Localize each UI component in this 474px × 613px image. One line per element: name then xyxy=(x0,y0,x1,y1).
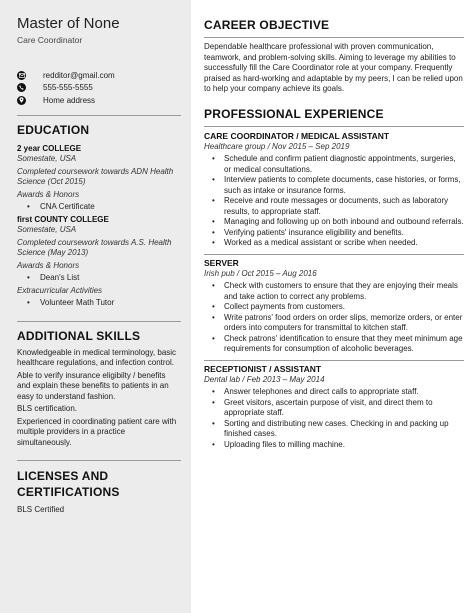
job-bullets xyxy=(204,154,464,249)
candidate-title: Care Coordinator xyxy=(17,35,83,45)
list-item: • Check patrons' identification to ensure that they meet minimum age requirements for consumption of alcoholic beverages. xyxy=(212,333,463,353)
school-name: 2 year COLLEGE xyxy=(17,143,82,153)
school-name: first COUNTY COLLEGE xyxy=(17,214,109,224)
section-divider xyxy=(17,460,181,461)
list-item: • Interview patients to complete documents, case histories, or forms, such as intake or insurance forms. xyxy=(212,175,461,195)
job-entry xyxy=(204,364,464,451)
contact-list xyxy=(17,69,181,107)
list-item: • Worked as a medical assistant or scribe when needed. xyxy=(212,238,418,247)
main-content xyxy=(191,0,474,613)
school-detail: Completed coursework towards A.S. Health Science (May 2013) xyxy=(17,237,172,257)
education-entry xyxy=(17,215,181,309)
skills-heading: ADDITIONAL SKILLS xyxy=(17,328,141,343)
envelope-icon xyxy=(17,71,26,80)
list-item: • Verifying patients' insurance eligibility and benefits. xyxy=(212,227,404,237)
list-item: • Sorting and distributing new cases. Checking in and packing up finished cases. xyxy=(212,418,449,438)
candidate-name: Master of None xyxy=(17,15,120,32)
skill-item: BLS certification. xyxy=(17,404,78,413)
job-meta: Healthcare group / Nov 2015 – Sep 2019 xyxy=(204,141,350,151)
award-item: • Dean's List xyxy=(27,273,80,282)
awards-label: Awards & Honors xyxy=(17,189,80,199)
job-title: RECEPTIONIST / ASSISTANT xyxy=(204,363,322,374)
skill-item: Able to verify insurance eligibilty / benefits and explain these benefits to patients in an easy to understand fashion. xyxy=(17,370,169,401)
job-bullets xyxy=(204,387,464,450)
school-detail: Completed coursework towards ADN Health Science (Oct 2015) xyxy=(17,166,174,186)
phone-text: 555-555-5555 xyxy=(43,83,93,93)
section-divider xyxy=(17,321,181,322)
contact-email xyxy=(17,69,181,82)
skill-item: Knowledgeable in medical terminology, basic healthcare regulations, and infection control. xyxy=(17,347,177,367)
job-divider xyxy=(204,360,464,361)
experience-heading: PROFESSIONAL EXPERIENCE xyxy=(204,106,384,121)
address-text: Home address xyxy=(43,95,96,105)
job-bullets xyxy=(204,281,464,355)
extracurricular-item: • Volunteer Math Tutor xyxy=(27,298,115,307)
list-item: • Check with customers to ensure that they are enjoying their meals and take action to correct any problems. xyxy=(212,281,458,301)
skill-item: Experienced in coordinating patient care with multiple providers in a practice simultaneously. xyxy=(17,416,177,447)
list-item: • Answer telephones and direct calls to appropriate staff. xyxy=(212,387,419,396)
section-divider xyxy=(17,115,181,116)
education-entry xyxy=(17,144,181,213)
school-location: Somestate, USA xyxy=(17,225,77,234)
job-entry xyxy=(204,258,464,355)
licenses-heading-line2: CERTIFICATIONS xyxy=(17,485,120,499)
email-text: redditor@gmail.com xyxy=(43,70,115,80)
job-meta: Irish pub / Oct 2015 – Aug 2016 xyxy=(204,268,317,278)
job-title: SERVER xyxy=(204,257,239,268)
section-divider xyxy=(204,126,464,127)
school-location: Somestate, USA xyxy=(17,154,77,163)
objective-heading: CAREER OBJECTIVE xyxy=(204,18,330,32)
education-heading: EDUCATION xyxy=(17,122,90,137)
contact-phone xyxy=(17,82,181,95)
job-entry xyxy=(204,131,464,249)
job-meta: Dental lab / Feb 2013 – May 2014 xyxy=(204,374,325,384)
job-divider xyxy=(204,254,464,255)
award-item: • CNA Certificate xyxy=(27,202,95,211)
awards-label: Awards & Honors xyxy=(17,260,80,270)
license-item: BLS Certified xyxy=(17,505,65,514)
section-divider xyxy=(204,37,464,38)
list-item: • Schedule and confirm patient diagnostic appointments, surgeries, or medical consultations. xyxy=(212,154,456,174)
objective-text: Dependable healthcare professional with proven communication, teamwork, and problem-solving skills. Aiming to leverage my abilities to successfully fill the Care Coordinator role at your company. Frequently praised as hard-working and adaptable by my peers, I can be relied upon to help your company achieve its goals. xyxy=(204,42,463,93)
list-item: • Collect payments from customers. xyxy=(212,302,345,311)
list-item: • Greet visitors, ascertain purpose of visit, and direct them to appropriate staff. xyxy=(212,397,433,417)
location-pin-icon xyxy=(17,96,26,105)
phone-icon xyxy=(17,83,26,92)
list-item: • Uploading files to milling machine. xyxy=(212,439,345,449)
extracurricular-label: Extracurricular Activities xyxy=(17,285,103,295)
licenses-heading-line1: LICENSES AND xyxy=(17,469,109,483)
job-title: CARE COORDINATOR / MEDICAL ASSISTANT xyxy=(204,130,390,141)
list-item: • Receive and route messages or documents, such as laboratory results, to appropriate staff. xyxy=(212,196,449,216)
sidebar xyxy=(0,0,191,613)
list-item: • Write patrons' food orders on order slips, memorize orders, or enter orders into computers for transmittal to kitchen staff. xyxy=(212,312,463,332)
contact-address xyxy=(17,94,181,107)
list-item: • Managing and following up on both inbound and outbound referrals. xyxy=(212,217,464,226)
skills-list xyxy=(17,348,181,449)
